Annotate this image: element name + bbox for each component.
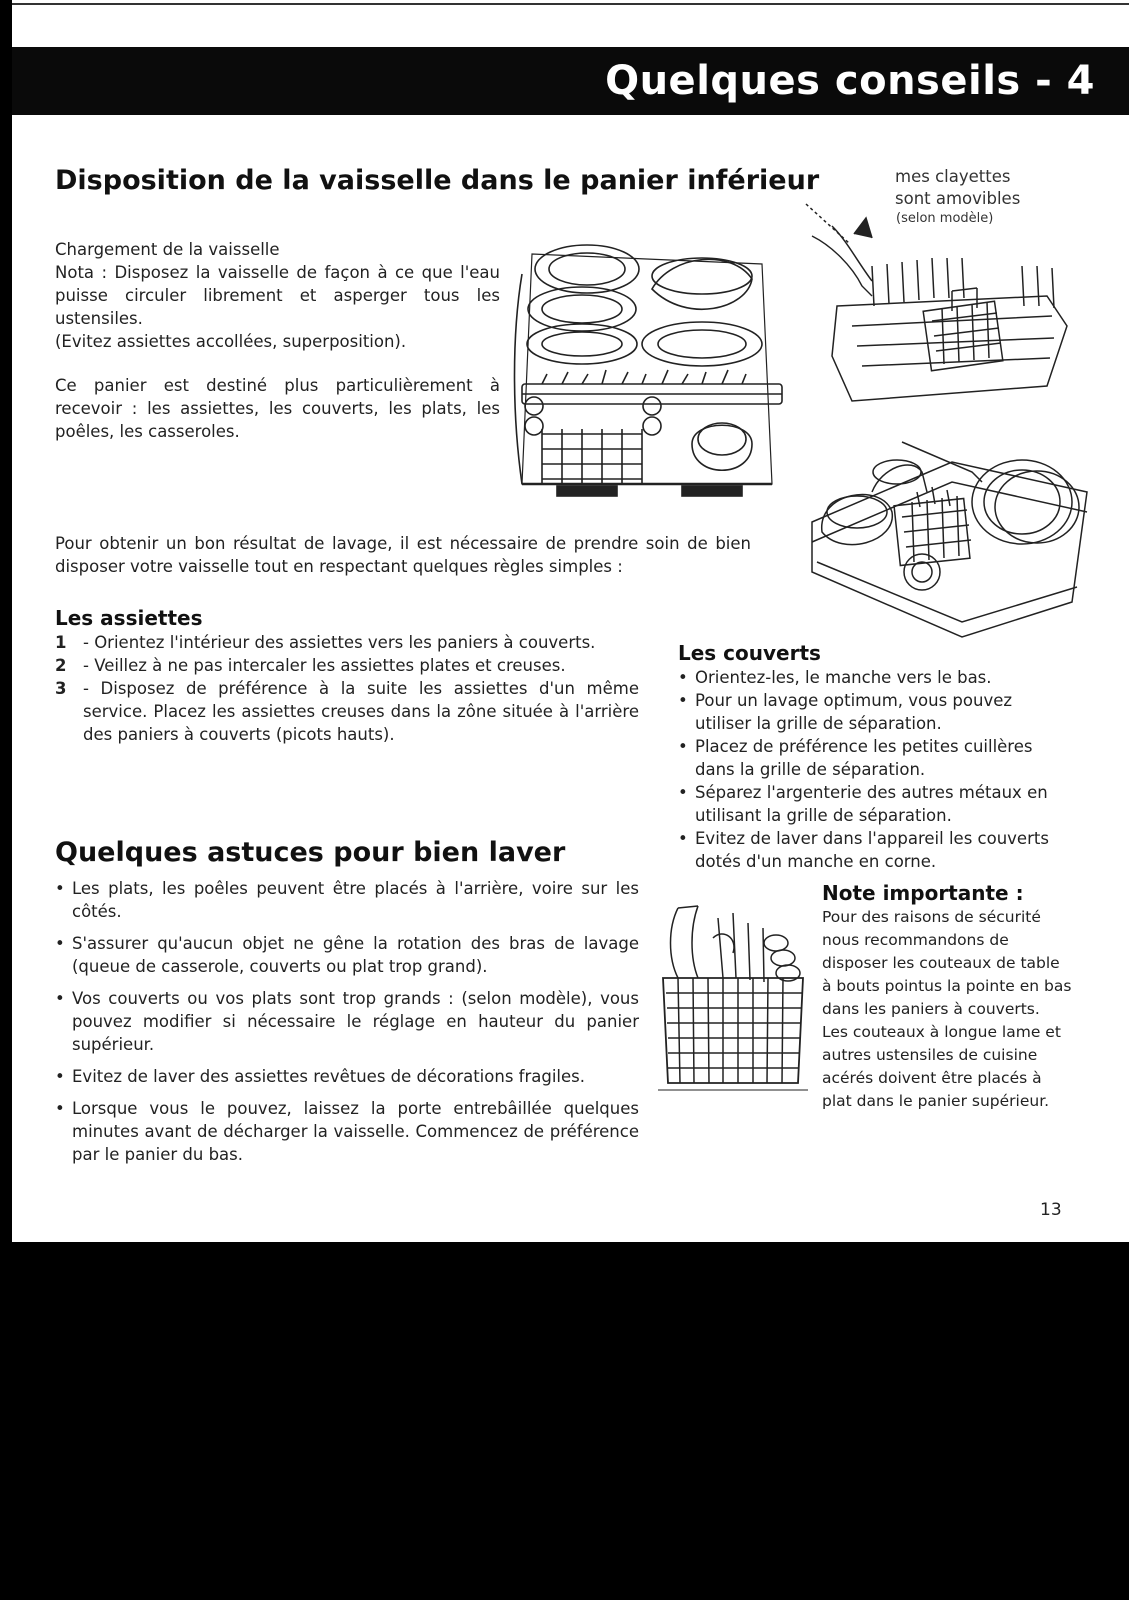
cutlery-item: • Orientez-les, le manche vers le bas. <box>678 666 1073 689</box>
plates-item-text: - Orientez l'intérieur des assiettes vers les paniers à couverts. <box>83 633 596 652</box>
header-band <box>12 47 1129 115</box>
important-note-text-1: Pour des raisons de sécurité nous recommandons de disposer les couteaux de table à bouts pointus la pointe en bas dans les paniers à couverts. <box>822 908 1072 1018</box>
plates-list <box>55 631 639 746</box>
intro-line-nota: Nota : Disposez la vaisselle de façon à ce que l'eau puisse circuler librement et asperger tous les ustensiles. <box>55 263 500 328</box>
plates-item-num: 1 <box>55 633 67 652</box>
plates-section <box>55 605 639 746</box>
plates-item-2 <box>55 654 639 677</box>
lower-basket-perspective-illustration <box>802 432 1092 642</box>
cutlery-item: • Séparez l'argenterie des autres métaux en utilisant la grille de séparation. <box>678 781 1073 827</box>
tips-item: • Lorsque vous le pouvez, laissez la porte entrebâillée quelques minutes avant de décharger la vaisselle. Commencez de préférence par le panier du bas. <box>55 1097 639 1166</box>
important-note-heading: Note importante : <box>822 881 1024 905</box>
intro-block <box>55 238 500 353</box>
plates-item-num: 2 <box>55 656 67 675</box>
plates-item-1 <box>55 631 639 654</box>
plates-item-num: 3 <box>55 679 67 698</box>
section-title-tips: Quelques astuces pour bien laver <box>55 837 566 868</box>
caption-note: (selon modèle) <box>896 211 994 226</box>
intro-line-avoid: (Evitez assiettes accollées, superposition). <box>55 332 407 351</box>
cutlery-item: • Pour un lavage optimum, vous pouvez utiliser la grille de séparation. <box>678 689 1073 735</box>
tips-list <box>55 877 639 1175</box>
tips-item: • S'assurer qu'aucun objet ne gêne la rotation des bras de lavage (queue de casserole, couverts ou plat trop grand). <box>55 932 639 978</box>
caption-line-1: mes clayettes <box>895 167 1011 186</box>
tips-item: • Evitez de laver des assiettes revêtues de décorations fragiles. <box>55 1065 639 1088</box>
cutlery-basket-illustration <box>658 898 808 1098</box>
cutlery-item: • Placez de préférence les petites cuillères dans la grille de séparation. <box>678 735 1073 781</box>
cutlery-list <box>678 666 1073 873</box>
caption-line-2: sont amovibles <box>895 189 1021 208</box>
section-title-lower-basket: Disposition de la vaisselle dans le panier inférieur <box>55 165 820 196</box>
page-number: 13 <box>1040 1200 1062 1220</box>
tips-item: • Vos couverts ou vos plats sont trop grands : (selon modèle), vous pouvez modifier si nécessaire le réglage en hauteur du panier supérieur. <box>55 987 639 1056</box>
plates-item-3 <box>55 677 639 746</box>
plates-item-text: - Veillez à ne pas intercaler les assiettes plates et creuses. <box>83 656 566 675</box>
basket-purpose-text: Ce panier est destiné plus particulièrement à recevoir : les assiettes, les couverts, les plats, les poêles, les casseroles. <box>55 376 500 441</box>
tips-item: • Les plats, les poêles peuvent être placés à l'arrière, voire sur les côtés. <box>55 877 639 923</box>
cutlery-section <box>678 640 1073 873</box>
important-note <box>822 880 1074 1113</box>
plates-heading: Les assiettes <box>55 606 203 630</box>
cutlery-item: • Evitez de laver dans l'appareil les couverts dotés d'un manche en corne. <box>678 827 1073 873</box>
important-note-text-2: Les couteaux à longue lame et autres ustensiles de cuisine acérés doivent être placés à plat dans le panier supérieur. <box>822 1023 1061 1110</box>
manual-page <box>12 0 1129 1242</box>
top-rule <box>12 3 1129 5</box>
cutlery-heading: Les couverts <box>678 641 821 665</box>
removable-racks-illustration <box>792 196 1082 406</box>
intro-line-loading: Chargement de la vaisselle <box>55 240 280 259</box>
plates-item-text: - Disposez de préférence à la suite les assiettes d'un même service. Placez les assiettes creuses dans la zône située à l'arrière des paniers à couverts (picots hauts). <box>83 679 639 744</box>
lower-basket-illustration <box>502 234 792 514</box>
rules-intro-text: Pour obtenir un bon résultat de lavage, il est nécessaire de prendre soin de bien disposer votre vaisselle tout en respectant quelques règles simples : <box>55 534 751 576</box>
header-title: Quelques conseils - 4 <box>605 58 1095 104</box>
